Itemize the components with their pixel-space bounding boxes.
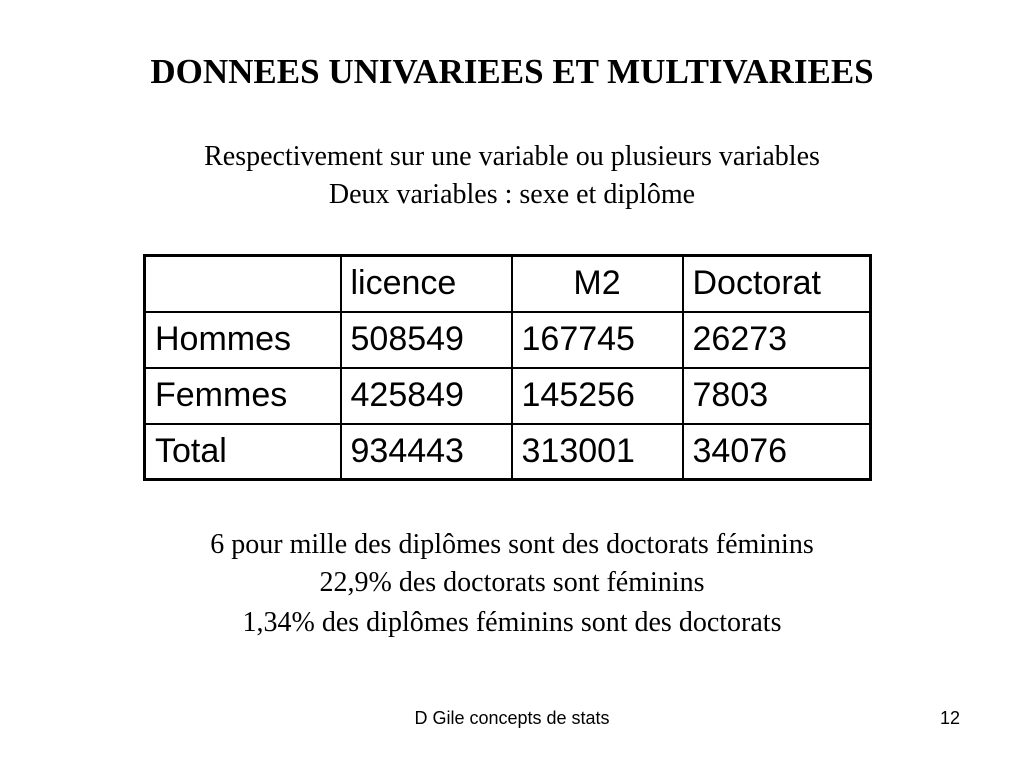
- table-cell: 34076: [683, 424, 871, 480]
- data-table: [143, 254, 872, 481]
- table-cell: 934443: [341, 424, 512, 480]
- note-line-3: 1,34% des diplômes féminins sont des doctorats: [242, 607, 782, 638]
- table-cell: 167745: [512, 312, 683, 368]
- footer-text: D Gile concepts de stats: [414, 708, 610, 728]
- table-cell: 7803: [683, 368, 871, 424]
- note-line-1: 6 pour mille des diplômes sont des doctorats féminins: [210, 529, 814, 560]
- table-cell: 145256: [512, 368, 683, 424]
- row-label: Total: [145, 424, 341, 480]
- table-header-licence: licence: [341, 256, 512, 312]
- slide-title: DONNEES UNIVARIEES ET MULTIVARIEES: [150, 52, 874, 91]
- row-label: Hommes: [145, 312, 341, 368]
- table-header-row: [145, 256, 871, 312]
- note-line-2: 22,9% des doctorats sont féminins: [319, 567, 705, 598]
- subtitle-line-1: Respectivement sur une variable ou plusieurs variables: [204, 141, 820, 172]
- table-header-m2: M2: [512, 256, 683, 312]
- subtitle-line-2: Deux variables : sexe et diplôme: [328, 179, 696, 210]
- table-row: [145, 424, 871, 480]
- row-label: Femmes: [145, 368, 341, 424]
- table-header-empty: [145, 256, 341, 312]
- table-cell: 313001: [512, 424, 683, 480]
- table-cell: 508549: [341, 312, 512, 368]
- table-row: [145, 312, 871, 368]
- table-cell: 425849: [341, 368, 512, 424]
- table-cell: 26273: [683, 312, 871, 368]
- page-number: 12: [939, 708, 960, 728]
- table-row: [145, 368, 871, 424]
- table-header-doctorat: Doctorat: [683, 256, 871, 312]
